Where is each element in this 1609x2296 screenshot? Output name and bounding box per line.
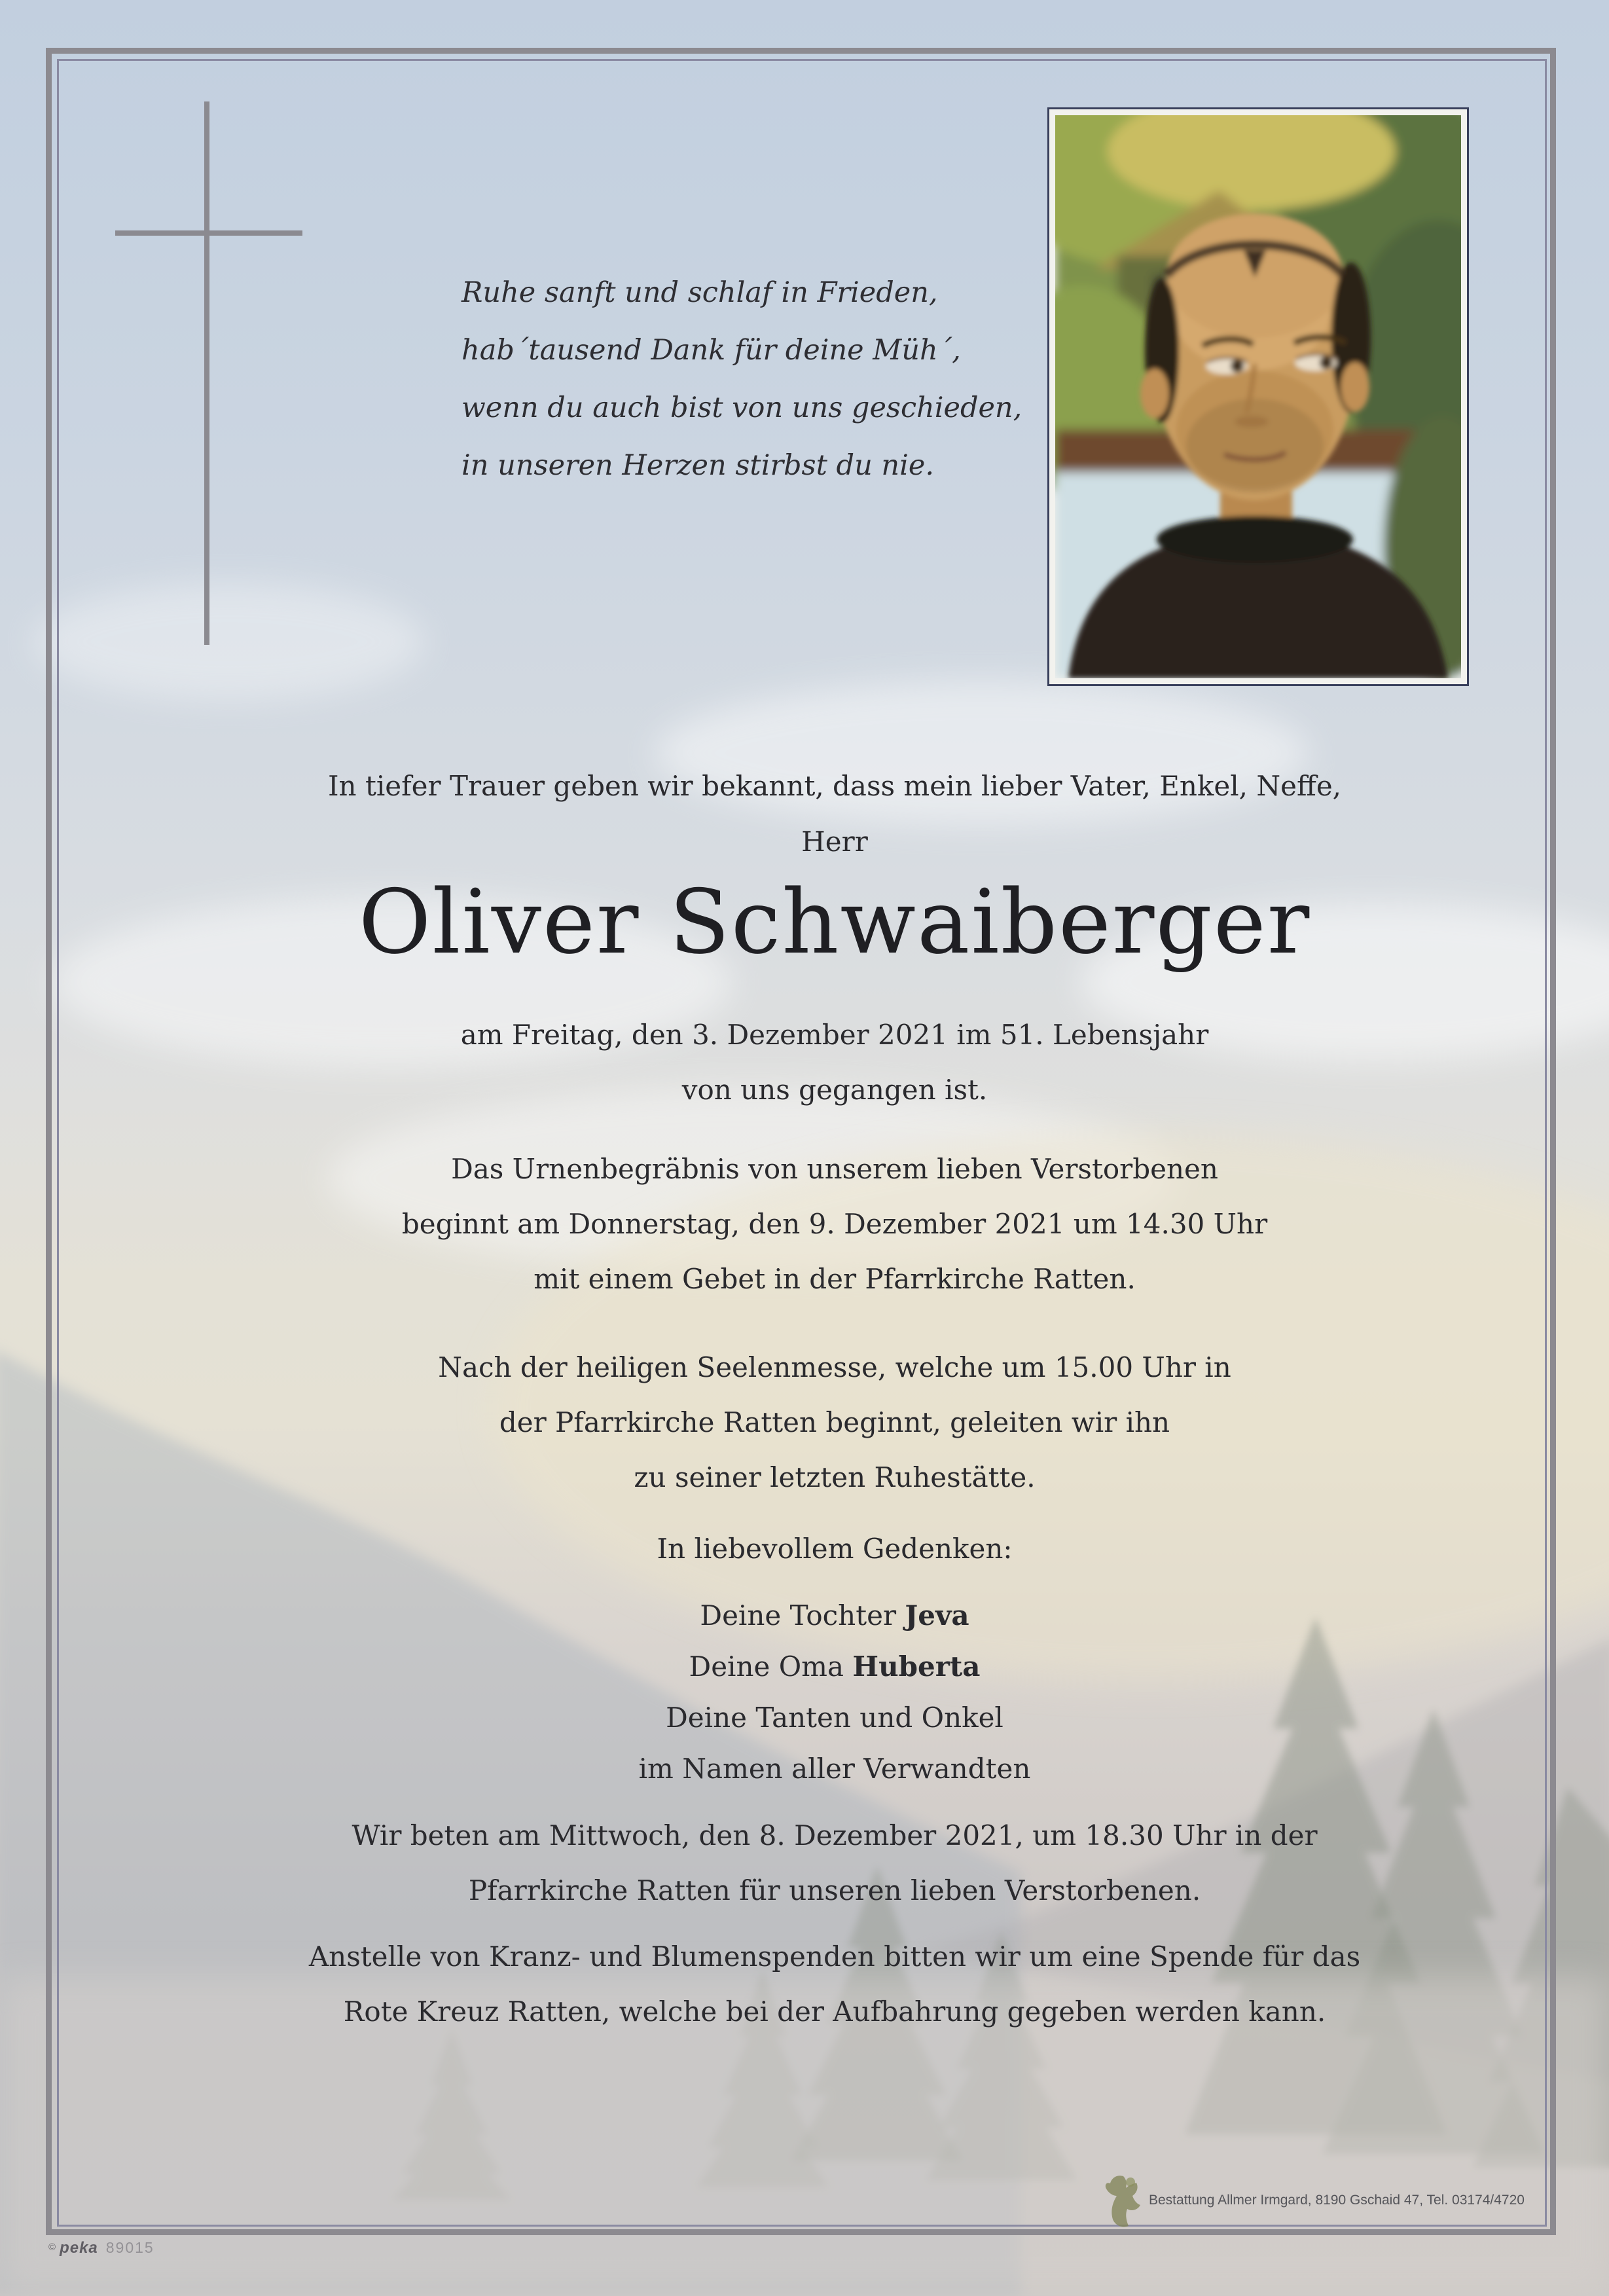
- text-line: Wir beten am Mittwoch, den 8. Dezember 2021, um 18.30 Uhr in der: [352, 1819, 1318, 1851]
- text-line: Das Urnenbegräbnis von unserem lieben Verstorbenen: [451, 1153, 1218, 1185]
- print-code: [48, 2239, 154, 2257]
- portrait-photo: [1047, 107, 1469, 686]
- text-line: beginnt am Donnerstag, den 9. Dezember 2021 um 14.30 Uhr: [401, 1208, 1268, 1240]
- portrait-illustration: [1055, 115, 1461, 678]
- text-line: am Freitag, den 3. Dezember 2021 im 51. Lebensjahr: [460, 1019, 1209, 1051]
- text-line: zu seiner letzten Ruhestätte.: [634, 1461, 1036, 1493]
- poem-line: wenn du auch bist von uns geschieden,: [461, 392, 1022, 424]
- salutation: Herr: [801, 826, 868, 858]
- prayer-paragraph: [60, 1808, 1609, 1918]
- poem-line: Ruhe sanft und schlaf in Frieden,: [461, 276, 938, 309]
- mourner-line: Deine Tochter Jeva: [700, 1599, 969, 1631]
- text-line: Anstelle von Kranz- und Blumenspenden bitten wir um eine Spende für das: [308, 1941, 1361, 1973]
- angel-logo-icon: [1104, 2172, 1146, 2229]
- mourners-list: [60, 1590, 1609, 1795]
- donation-paragraph: [60, 1929, 1609, 2039]
- urn-service-paragraph: [60, 1142, 1609, 1307]
- text-line: der Pfarrkirche Ratten beginnt, geleiten wir ihn: [499, 1406, 1170, 1438]
- cross-horizontal-bar: [115, 230, 302, 236]
- mourner-line: Deine Tanten und Onkel: [666, 1702, 1003, 1734]
- text-line: mit einem Gebet in der Pfarrkirche Ratten.: [533, 1263, 1136, 1295]
- text-line: von uns gegangen ist.: [681, 1074, 988, 1106]
- funeral-home-info: Bestattung Allmer Irmgard, 8190 Gschaid 47, Tel. 03174/4720: [1149, 2193, 1525, 2208]
- memorial-poem: [461, 264, 1022, 494]
- mourner-line: Deine Oma Huberta: [689, 1650, 981, 1683]
- poem-line: in unseren Herzen stirbst du nie.: [461, 449, 934, 482]
- passing-paragraph: [60, 1008, 1609, 1118]
- text-line: Pfarrkirche Ratten für unseren lieben Verstorbenen.: [468, 1874, 1201, 1906]
- text-line: Nach der heiligen Seelenmesse, welche um 15.00 Uhr in: [438, 1351, 1231, 1383]
- deceased-name: Oliver Schwaiberger: [358, 871, 1311, 974]
- printer-number: 89015: [105, 2239, 154, 2256]
- mass-paragraph: [60, 1340, 1609, 1505]
- mourner-line: im Namen aller Verwandten: [638, 1753, 1031, 1785]
- poem-line: hab´tausend Dank für deine Müh´,: [461, 334, 961, 367]
- cross-vertical-bar: [204, 101, 209, 645]
- remembrance-heading: In liebevollem Gedenken:: [657, 1533, 1013, 1565]
- printer-brand: peka: [60, 2239, 98, 2257]
- copyright-symbol: ©: [48, 2242, 56, 2253]
- announcement-intro: In tiefer Trauer geben wir bekannt, dass mein lieber Vater, Enkel, Neffe,: [327, 770, 1342, 802]
- text-line: Rote Kreuz Ratten, welche bei der Aufbahrung gegeben werden kann.: [343, 1995, 1326, 2028]
